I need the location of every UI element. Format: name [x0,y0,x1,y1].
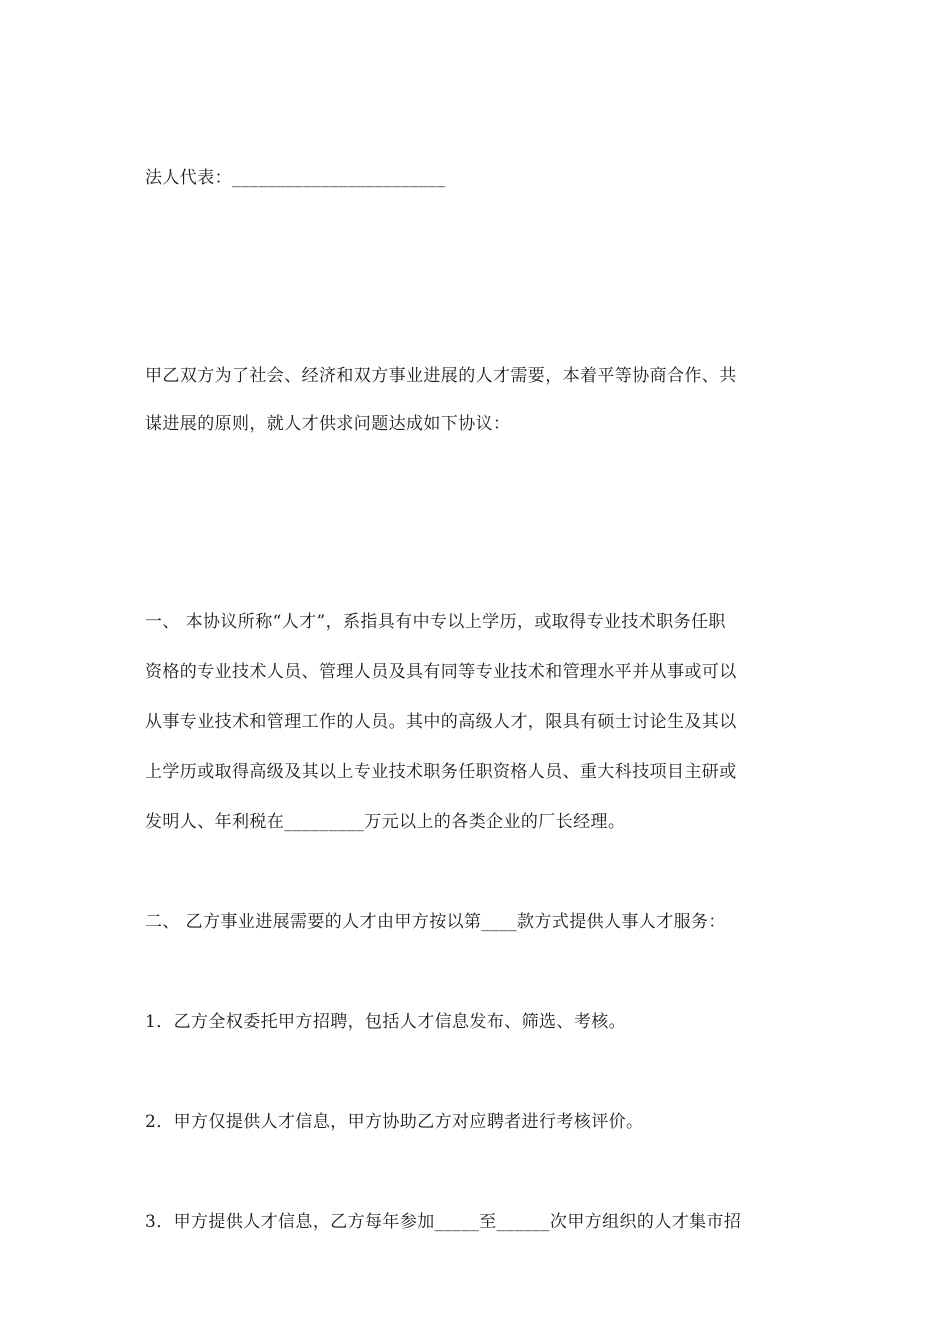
clause1-line-5: 发明人、年利税在_________万元以上的各类企业的厂长经理。 [145,812,626,832]
intro-line-2: 谋进展的原则，就人才供求问题达成如下协议： [145,414,511,434]
clause2-heading: 二、 乙方事业进展需要的人才由甲方按以第____款方式提供人事人才服务： [145,912,726,932]
intro-line-1: 甲乙双方为了社会、经济和双方事业进展的人才需要，本着平等协商合作、共 [145,366,737,386]
legal-representative-line: 法人代表：________________________ [145,168,446,188]
clause1-line-4: 上学历或取得高级及其以上专业技术职务任职资格人员、重大科技项目主研或 [145,762,737,782]
clause1-line-1: 一、 本协议所称“人才”，系指具有中专以上学历，或取得专业技术职务任职 [145,612,726,632]
list-item-1: 1．乙方全权委托甲方招聘，包括人才信息发布、筛选、考核。 [145,1012,627,1032]
list-item-2: 2．甲方仅提供人才信息，甲方协助乙方对应聘者进行考核评价。 [145,1112,644,1132]
list-item-3: 3．甲方提供人才信息，乙方每年参加_____至______次甲方组织的人才集市招 [145,1212,742,1232]
clause1-line-3: 从事专业技术和管理工作的人员。其中的高级人才，限具有硕士讨论生及其以 [145,712,737,732]
clause1-line-2: 资格的专业技术人员、管理人员及具有同等专业技术和管理水平并从事或可以 [145,662,737,682]
